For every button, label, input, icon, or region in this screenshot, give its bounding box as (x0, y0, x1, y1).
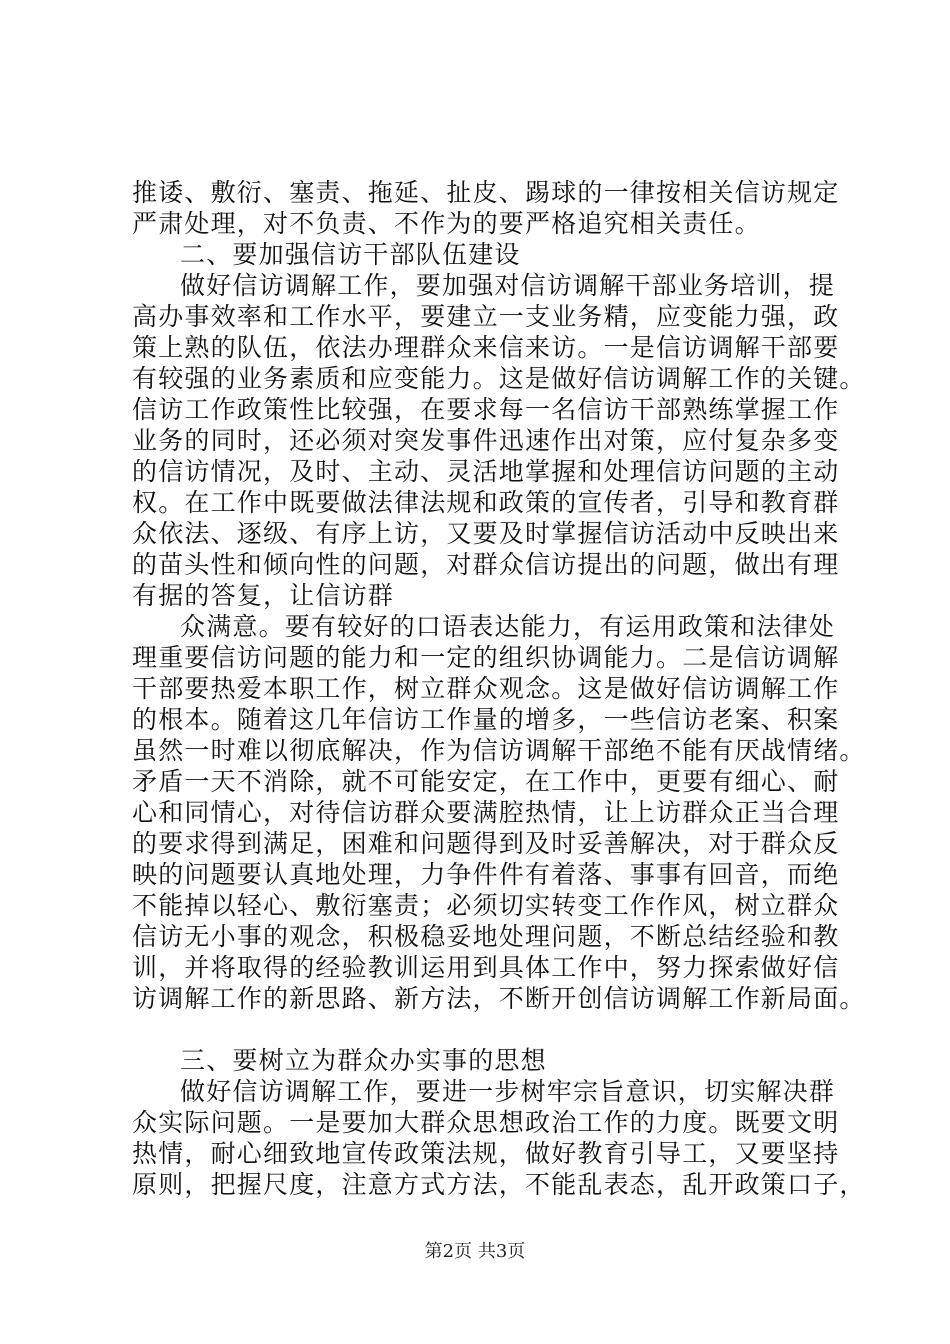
body-text-line: 信访工作政策性比较强，在要求每一名信访干部熟练掌握工作 (132, 395, 840, 424)
body-text-line: 不能掉以轻心、敷衍塞责；必须切实转变工作作风，树立群众 (132, 891, 840, 920)
section-heading-2: 二、要加强信访干部队伍建设 (180, 240, 521, 269)
body-text-line: 的要求得到满足，困难和问题得到及时妥善解决，对于群众反 (132, 829, 840, 858)
body-text-line: 干部要热爱本职工作，树立群众观念。这是做好信访调解工作 (132, 674, 840, 703)
body-text-line: 热情，耐心细致地宣传政策法规，做好教育引导工，又要坚持 (132, 1139, 840, 1168)
body-text-line: 有据的答复，让信访群 (132, 581, 395, 610)
body-text-line: 权。在工作中既要做法律法规和政策的宣传者，引导和教育群 (132, 488, 840, 517)
body-text-line: 训，并将取得的经验教训运用到具体工作中，努力探索做好信 (132, 953, 840, 982)
paragraph-start-line: 众满意。要有较好的口语表达能力，有运用政策和法律处 (180, 612, 836, 641)
section-heading-3: 三、要树立为群众办实事的思想 (180, 1046, 547, 1075)
body-text-line: 原则，把握尺度，注意方式方法，不能乱表态，乱开政策口子， (132, 1170, 866, 1199)
paragraph-start-line: 做好信访调解工作，要加强对信访调解干部业务培训，提 (180, 271, 836, 300)
body-text-line: 理重要信访问题的能力和一定的组织协调能力。二是信访调解 (132, 643, 840, 672)
body-text-line: 矛盾一天不消除，就不可能安定，在工作中，更要有细心、耐 (132, 767, 840, 796)
body-text-line: 众实际问题。一是要加大群众思想政治工作的力度。既要文明 (132, 1108, 840, 1137)
body-text-line: 众依法、逐级、有序上访，又要及时掌握信访活动中反映出来 (132, 519, 840, 548)
body-text-line: 访调解工作的新思路、新方法，不断开创信访调解工作新局面。 (132, 984, 866, 1013)
page-number: 第2页 共3页 (424, 1241, 526, 1262)
body-text-line: 信访无小事的观念，积极稳妥地处理问题，不断总结经验和教 (132, 922, 840, 951)
body-text-line: 心和同情心，对待信访群众要满腔热情，让上访群众正当合理 (132, 798, 840, 827)
body-text-line: 虽然一时难以彻底解决，作为信访调解干部绝不能有厌战情绪。 (132, 736, 866, 765)
paragraph-start-line: 做好信访调解工作，要进一步树牢宗旨意识，切实解决群 (180, 1077, 836, 1106)
body-text-line: 推诿、敷衍、塞责、拖延、扯皮、踢球的一律按相关信访规定 (132, 178, 840, 207)
body-text-line: 的信访情况，及时、主动、灵活地掌握和处理信访问题的主动 (132, 457, 840, 486)
body-text-line: 策上熟的队伍，依法办理群众来信来访。一是信访调解干部要 (132, 333, 840, 362)
body-text-line: 高办事效率和工作水平，要建立一支业务精，应变能力强，政 (132, 302, 840, 331)
body-text-line: 有较强的业务素质和应变能力。这是做好信访调解工作的关键。 (132, 364, 866, 393)
body-text-line: 的苗头性和倾向性的问题，对群众信访提出的问题，做出有理 (132, 550, 840, 579)
body-text-line: 严肃处理，对不负责、不作为的要严格追究相关责任。 (132, 209, 761, 238)
body-text-line: 的根本。随着这几年信访工作量的增多，一些信访老案、积案 (132, 705, 840, 734)
body-text-line: 业务的同时，还必须对突发事件迅速作出对策，应付复杂多变 (132, 426, 840, 455)
body-text-line: 映的问题要认真地处理，力争件件有着落、事事有回音，而绝 (132, 860, 840, 889)
